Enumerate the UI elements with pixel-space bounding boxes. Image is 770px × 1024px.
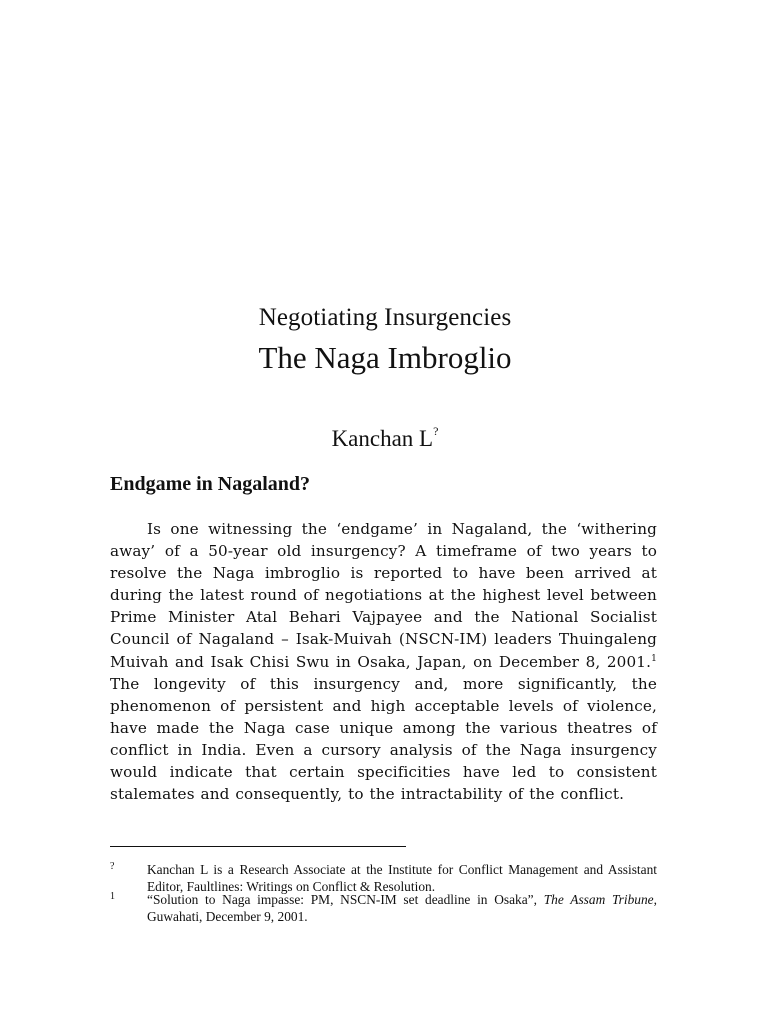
author-line [0, 426, 770, 452]
footnote-text [147, 891, 657, 925]
footnote-item [110, 861, 657, 895]
body-paragraph [110, 518, 657, 805]
footnote-text: Kanchan L is a Research Associate at the Institute for Conflict Management and Assistant Editor, Faultlines: Writings on Conflict & Resolution. [147, 862, 657, 894]
footnote-citation-rest: , Guwahati, December 9, 2001. [147, 892, 657, 924]
footnote-item [110, 891, 657, 925]
footnote-marker: 1 [110, 891, 115, 902]
paragraph-text-part1: Is one witnessing the ‘endgame’ in Nagaland, the ‘withering away’ of a 50-year old insurgency? A timeframe of two years to resolve the Naga imbroglio is reported to have been arrived at during the latest round of negotiations at the highest level between Prime Minister Atal Behari Vajpayee and the National Socialist Council of Nagaland – Isak-Muivah (NSCN-IM) leaders Thuingaleng Muivah and Isak Chisi Swu in Osaka, Japan, on December 8, 2001. [110, 520, 657, 671]
section-heading: Endgame in Nagaland? [110, 473, 311, 495]
footnote-marker: ? [110, 861, 115, 872]
author-name: Kanchan L [331, 426, 434, 451]
series-title: Negotiating Insurgencies [258, 304, 512, 331]
footnote-divider [110, 846, 406, 847]
author-footnote-mark: ? [433, 424, 439, 439]
footnote-source-name: The Assam Tribune [543, 892, 654, 907]
page-title: The Naga Imbroglio [258, 340, 512, 375]
footnote-reference: 1 [651, 653, 657, 664]
paragraph-text-part2: The longevity of this insurgency and, more significantly, the phenomenon of persistent and high acceptable levels of violence, have made the Naga case unique among the various theatres of conflict in India. Even a cursory analysis of the Naga insurgency would indicate that certain specificities have led to consistent stalemates and consequently, to the intractability of the conflict. [110, 674, 657, 804]
footnote-citation-title: “Solution to Naga impasse: PM, NSCN-IM set deadline in Osaka”, [147, 892, 544, 907]
